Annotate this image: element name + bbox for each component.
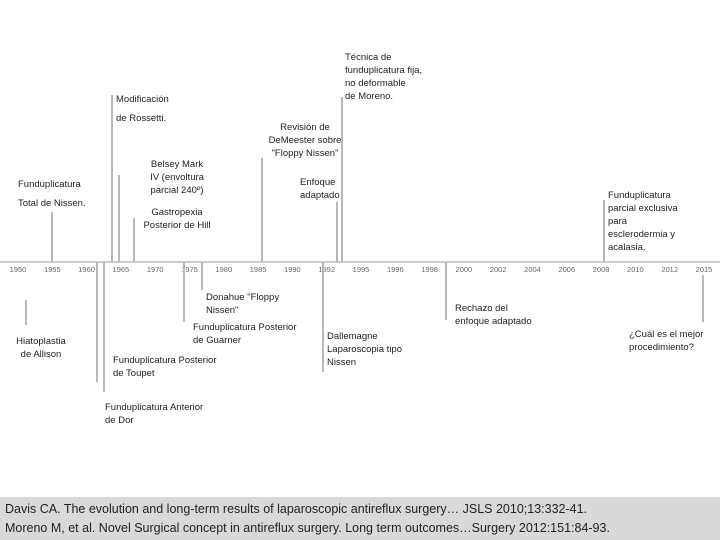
event-rossetti-line1: Modificación bbox=[116, 94, 169, 105]
year-tick-label: 2012 bbox=[661, 265, 679, 274]
year-tick-label: 1995 bbox=[352, 265, 370, 274]
year-tick-label: 1992 bbox=[318, 265, 336, 274]
event-rejection-tailored: Rechazo del enfoque adaptado bbox=[455, 303, 532, 327]
year-tick-label: 2000 bbox=[455, 265, 473, 274]
year-tick-label: 2004 bbox=[524, 265, 541, 274]
event-hill-gastropexy: Gastropexia Posterior de Hill bbox=[143, 207, 211, 231]
reference-davis: Davis CA. The evolution and long-term results of laparoscopic antireflux surgery… JSLS 2010;13:332-41. bbox=[5, 502, 588, 516]
year-tick-label: 2008 bbox=[592, 265, 610, 274]
year-tick-label: 1955 bbox=[43, 265, 61, 274]
year-tick-label: 2015 bbox=[695, 265, 713, 274]
year-tick-label: 1980 bbox=[215, 265, 233, 274]
year-tick-label: 1990 bbox=[284, 265, 301, 274]
event-donahue-floppy-nissen: Donahue "Floppy Nissen" bbox=[206, 292, 280, 316]
event-nissen-line1: Funduplicatura bbox=[18, 179, 81, 190]
year-tick-label: 1970 bbox=[146, 265, 164, 274]
year-ticks bbox=[10, 265, 713, 274]
event-rossetti-line2: de Rossetti. bbox=[116, 113, 167, 124]
event-best-procedure-question: ¿Cuál es el mejor procedimiento? bbox=[629, 329, 704, 353]
event-guarner: Funduplicatura Posterior de Guarner bbox=[193, 322, 297, 346]
year-tick-label: 1985 bbox=[249, 265, 267, 274]
event-allison-hiatoplasty: Hiatoplastia de Allison bbox=[16, 336, 66, 360]
reference-moreno: Moreno M, et al. Novel Surgical concept in antireflux surgery. Long term outcomes…Surgery 2012:151:84-93. bbox=[5, 521, 610, 535]
year-tick-label: 2010 bbox=[627, 265, 644, 274]
references-footer bbox=[0, 497, 720, 540]
year-tick-label: 1950 bbox=[9, 265, 27, 274]
year-tick-label: 2006 bbox=[558, 265, 576, 274]
year-tick-label: 2002 bbox=[489, 265, 507, 274]
year-tick-label: 1960 bbox=[78, 265, 95, 274]
event-toupet: Funduplicatura Posterior de Toupet bbox=[113, 355, 217, 379]
event-belsey-mark-iv: Belsey Mark IV (envoltura parcial 240º) bbox=[150, 159, 204, 196]
event-tailored-approach: Enfoque adaptado bbox=[300, 177, 340, 201]
event-dor: Funduplicatura Anterior de Dor bbox=[105, 402, 204, 426]
year-tick-label: 1996 bbox=[386, 265, 404, 274]
year-tick-label: 1975 bbox=[181, 265, 198, 274]
event-dallemagne-laparoscopy: Dallemagne Laparoscopia tipo Nissen bbox=[327, 331, 402, 368]
event-moreno-technique: Técnica de funduplicatura fija, no deformable de Moreno. bbox=[345, 52, 423, 102]
event-nissen-line2: Total de Nissen. bbox=[18, 198, 86, 209]
year-tick-label: 1998 bbox=[421, 265, 438, 274]
event-demeester-revision: Revisión de DeMeester sobre "Floppy Nissen" bbox=[268, 122, 342, 159]
year-tick-label: 1965 bbox=[112, 265, 130, 274]
event-partial-fundoplication: Funduplicatura parcial exclusiva para esclerodermia y acalasia. bbox=[608, 190, 678, 253]
